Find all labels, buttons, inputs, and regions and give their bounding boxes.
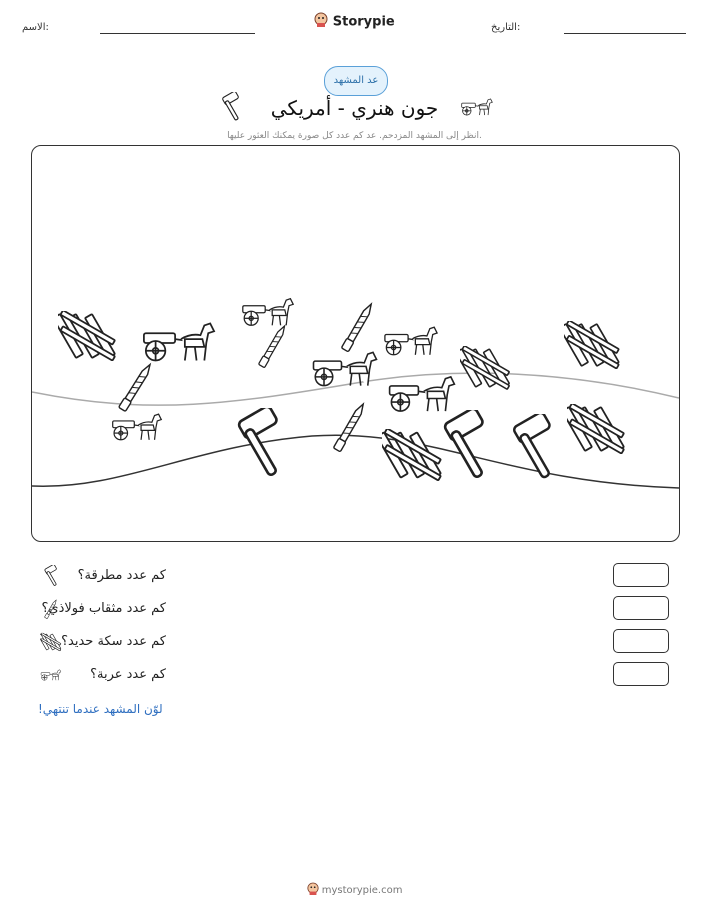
date-field-line[interactable] [564,33,686,34]
hammer-icon [506,414,560,482]
instructions: انظر إلى المشهد المزدحم. عد كم عدد كل صورة يمكنك العثور عليها. [227,131,482,141]
question-text: كم عدد مثقاب فولاذي؟ [41,601,166,616]
name-label: الاسم: [22,22,49,33]
site-footer [0,882,709,899]
hammer-icon [438,410,492,482]
hammer-icon [232,408,286,480]
horse-cart-icon [110,408,164,446]
answer-box[interactable] [613,662,669,686]
brand-name: Storypie [332,14,395,30]
horse-cart-icon [460,96,494,118]
horse-cart-icon [382,320,440,362]
railroad-track-icon [567,404,627,454]
answer-box[interactable] [613,563,669,587]
horse-cart-icon [40,664,62,686]
storypie-mascot-icon [314,17,333,32]
question-row-cart [40,664,680,692]
railroad-track-icon [40,631,62,653]
railroad-track-icon [58,311,118,361]
railroad-track-icon [460,346,512,390]
question-text: كم عدد مطرقة؟ [77,568,166,583]
date-label: التاريخ: [491,22,521,33]
question-text: كم عدد عربة؟ [90,667,166,682]
footer-url: mystorypie.com [321,885,403,896]
page-title: جون هنري - أمريكي [270,96,439,120]
answer-box[interactable] [613,596,669,620]
storypie-mascot-icon [307,888,322,899]
activity-badge: عد المشهد [324,66,388,96]
question-row-hammer [40,565,680,593]
hammer-icon [40,565,62,587]
answer-box[interactable] [613,629,669,653]
railroad-track-icon [382,429,444,481]
counting-scene [31,145,680,542]
brand-logo [0,12,709,32]
question-row-drill [40,598,680,626]
name-field-line[interactable] [100,33,255,34]
color-instruction: لوّن المشهد عندما تنتهي! [38,702,163,716]
question-row-track [40,631,680,659]
question-text: كم عدد سكة حديد؟ [61,634,166,649]
railroad-track-icon [564,321,622,369]
